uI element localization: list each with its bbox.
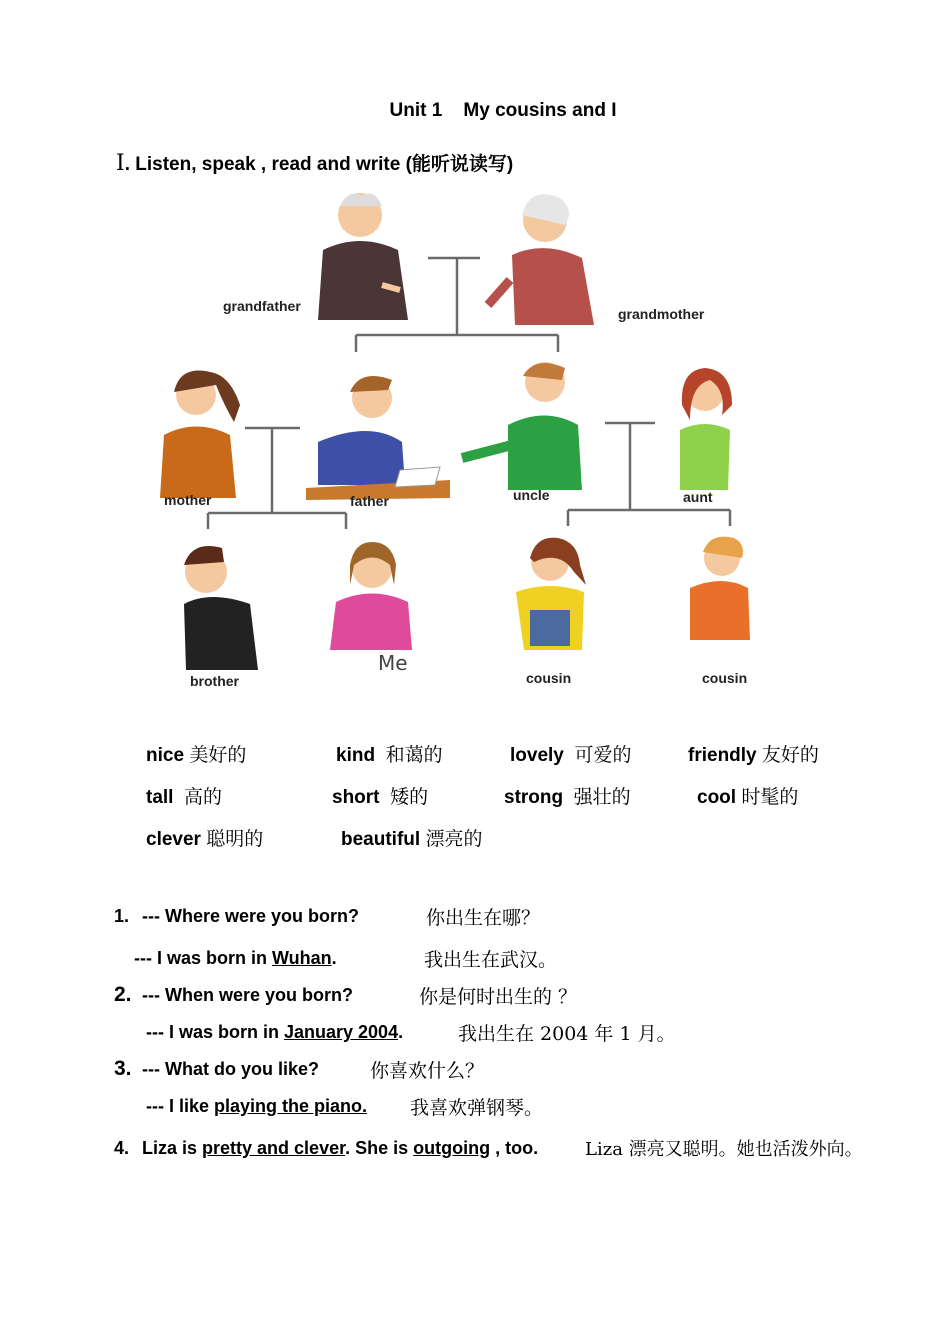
vocab-item-short: short 矮的 <box>332 786 429 808</box>
vocab-item-tall: tall 高的 <box>146 786 223 808</box>
mother-label: mother <box>164 492 212 508</box>
vocab-item-cool: cool 时髦的 <box>697 786 799 808</box>
uncle-figure <box>462 362 582 490</box>
statement-4: 4. Liza is pretty and clever. She is outgoing , too. <box>114 1138 539 1158</box>
page-title: Unit 1 My cousins and I <box>389 100 617 121</box>
brother-label: brother <box>190 673 239 689</box>
dialog-3-question-zh: 你喜欢什么？ <box>370 1060 485 1082</box>
vocab-item-beautiful: beautiful 漂亮的 <box>341 828 483 850</box>
statement-4-zh: Liza 漂亮又聪明。她也活泼外向。 <box>585 1139 863 1160</box>
vocab-item-kind: kind 和蔼的 <box>336 744 443 766</box>
vocab-item-friendly: friendly 友好的 <box>688 744 819 766</box>
vocab-item-nice: nice 美好的 <box>146 744 247 766</box>
section-heading <box>116 149 513 176</box>
vocab-item-strong: strong 强壮的 <box>504 786 631 808</box>
cousin-girl-figure <box>516 538 586 650</box>
dialog-3-question: 3. --- What do you like? <box>114 1057 319 1080</box>
section-roman-numeral: Ⅰ <box>116 151 125 176</box>
aunt-figure <box>680 368 732 490</box>
dialog-1-answer-zh: 我出生在武汉。 <box>424 949 558 971</box>
grandmother-label: grandmother <box>618 306 705 322</box>
me-label: Me <box>378 651 408 675</box>
dialog-2-question-zh: 你是何时出生的 ？ <box>419 986 578 1008</box>
vocab-item-clever: clever 聪明的 <box>146 828 264 850</box>
dialog-3-answer-zh: 我喜欢弹钢琴。 <box>410 1097 544 1119</box>
father-label: father <box>350 493 389 509</box>
dialog-2-answer: --- I was born in January 2004. <box>146 1022 404 1042</box>
cousin-label-1: cousin <box>526 670 572 686</box>
cousin-label-2: cousin <box>702 670 748 686</box>
dialog-1-answer: --- I was born in Wuhan. <box>134 948 337 968</box>
uncle-label: uncle <box>513 487 550 503</box>
brother-figure <box>184 546 258 670</box>
dialog-1-question: 1. --- Where were you born? <box>114 906 360 926</box>
aunt-label: aunt <box>683 489 713 505</box>
cousin-boy-figure <box>690 537 750 640</box>
dialog-2-answer-zh: 我出生在 2004 年 1 月。 <box>458 1023 676 1045</box>
grandfather-label: grandfather <box>223 298 301 314</box>
dialog-2-question: 2. --- When were you born? <box>114 983 353 1006</box>
vocab-item-lovely: lovely 可爱的 <box>510 744 632 766</box>
me-figure <box>330 542 412 650</box>
dialog-3-answer: --- I like playing the piano. <box>146 1096 368 1116</box>
grandfather-figure <box>318 193 408 320</box>
section-heading-text: . Listen, speak , read and write (能听说读写) <box>124 154 514 175</box>
grandmother-figure <box>488 194 594 325</box>
father-figure <box>306 376 450 500</box>
mother-figure <box>160 371 240 498</box>
dialog-1-question-zh: 你出生在哪？ <box>426 907 541 929</box>
family-tree-illustration <box>150 180 770 700</box>
